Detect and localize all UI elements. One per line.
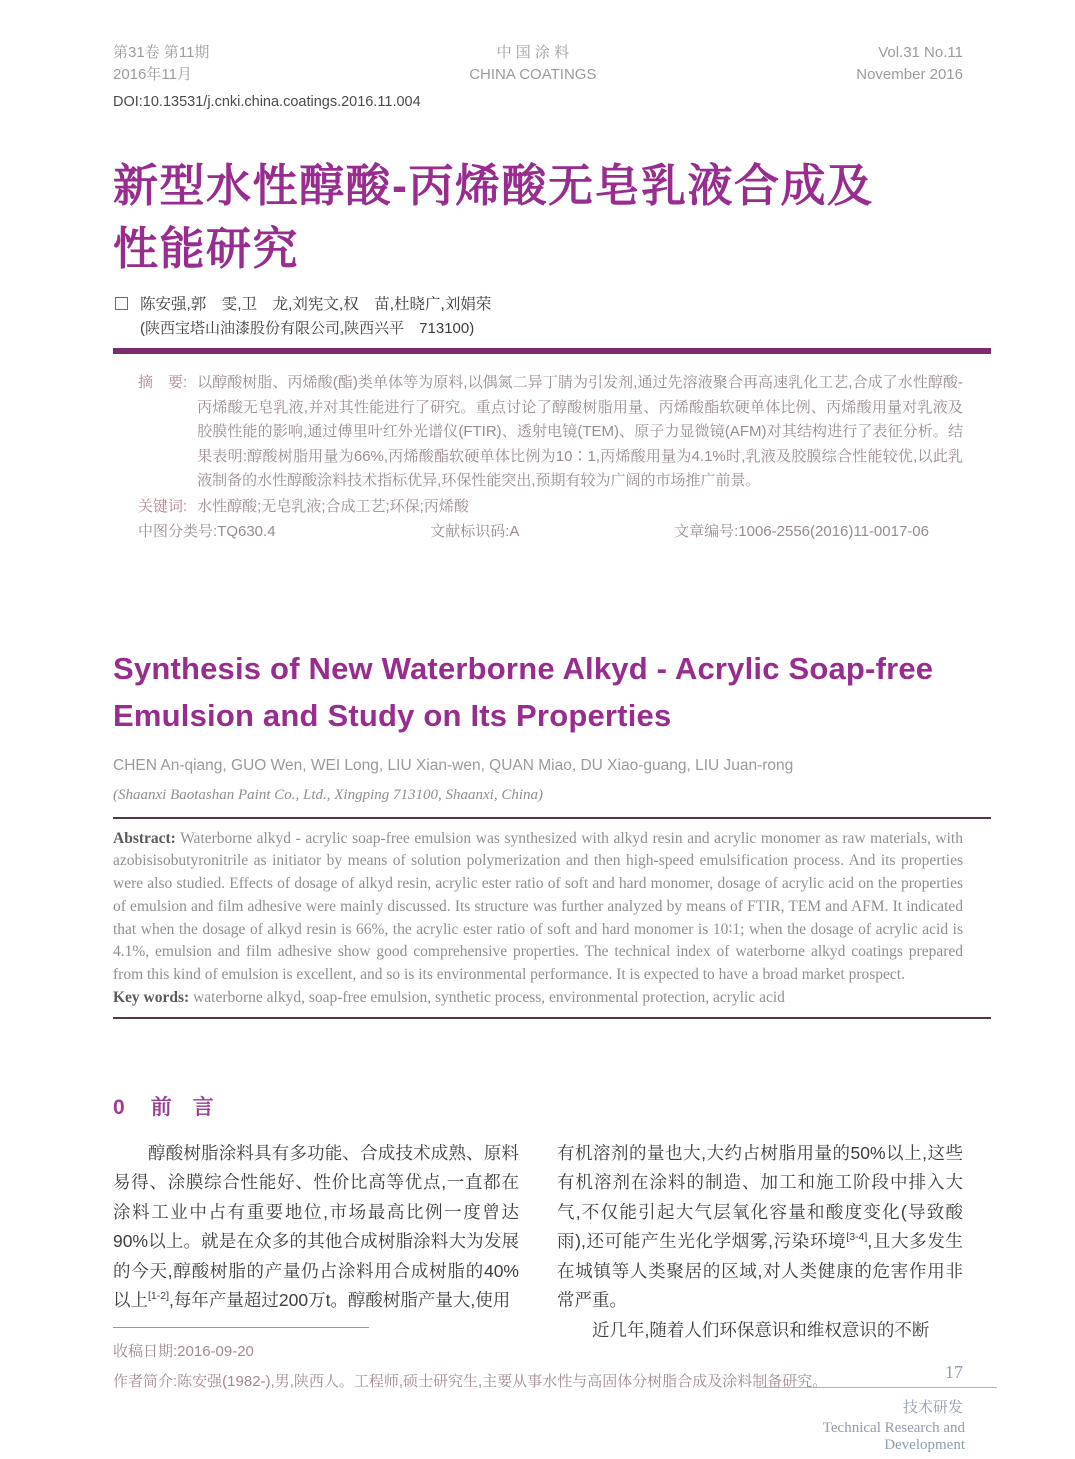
page-footer <box>757 1362 997 1454</box>
intro-left-column <box>113 1139 519 1366</box>
received-date-line: 收稿日期:2016-09-20 <box>113 1342 254 1360</box>
article-id: 文章编号:1006-2556(2016)11-0017-06 <box>674 523 929 540</box>
header-center <box>469 42 596 86</box>
intro-right-paragraph1 <box>557 1139 963 1316</box>
article-title-en <box>113 645 963 739</box>
citation-3-4: [3-4] <box>846 1231 868 1244</box>
intro-left-paragraph <box>113 1139 519 1316</box>
clc-number: 中图分类号:TQ630.4 <box>138 523 276 540</box>
volume-issue-en: Vol.31 No.11 <box>878 44 963 61</box>
section-title: 前 言 <box>150 1095 214 1119</box>
journal-name-en: CHINA COATINGS <box>469 66 597 83</box>
abstract-cn-block <box>138 371 963 545</box>
article-title-en-line2: Emulsion and Study on Its Properties <box>113 697 672 733</box>
abstract-cn-label: 摘 要: <box>138 374 188 391</box>
document-code: 文献标识码:A <box>430 523 520 540</box>
author-bio-line: 作者简介:陈安强(1982-),男,陕西人。工程师,硕士研究生,主要从事水性与高固体分树脂合成及涂料制备研究。 <box>113 1373 828 1391</box>
article-title-en-line1: Synthesis of New Waterborne Alkyd - Acrylic Soap-free <box>113 650 934 686</box>
journal-header <box>113 42 963 86</box>
doi-line: DOI:10.13531/j.cnki.china.coatings.2016.11.004 <box>113 94 421 110</box>
abstract-cn-text: 以醇酸树脂、丙烯酸(酯)类单体等为原料,以偶氮二异丁腈为引发剂,通过先溶液聚合再高速乳化工艺,合成了水性醇酸-丙烯酸无皂乳液,并对其性能进行了研究。重点讨论了醇酸树脂用量、丙烯酸酯软硬单体比例、丙烯酸用量对乳液及胶膜性能的影响,通过傅里叶红外光谱仪(FTIR)、透射电镜(TEM)、原子力显微镜(AFM)对其结构进行了表征分析。结果表明:醇酸树脂用量为66%,丙烯酸酯软硬单体比例为10∶1,丙烯酸用量为4.1%时,乳液及胶膜综合性能较优,以此乳液制备的水性醇酸涂料技术指标优异,环保性能突出,预期有较为广阔的市场推广前景。 <box>197 374 963 489</box>
abstract-en-paragraph <box>113 828 963 988</box>
keywords-en: waterborne alkyd, soap-free emulsion, synthetic process, environmental protection, acrylic acid <box>189 989 785 1007</box>
section-number: 0 <box>113 1095 125 1119</box>
citation-1-2: [1-2] <box>148 1290 170 1303</box>
header-right <box>856 42 963 86</box>
intro-left-seg2: ,每年产量超过200万t。醇酸树脂产量大,使用 <box>169 1290 511 1311</box>
abstract-cn-row <box>138 371 963 494</box>
article-title-cn-line1: 新型水性醇酸-丙烯酸无皂乳液合成及 <box>113 160 874 211</box>
article-title-cn <box>113 154 963 280</box>
abstract-en-top-rule <box>113 817 991 819</box>
abstract-en-bottom-rule <box>113 1017 991 1019</box>
keywords-en-label: Key words: <box>113 989 190 1007</box>
intro-right-paragraph2: 近几年,随着人们环保意识和维权意识的不断 <box>592 1319 930 1340</box>
article-title-cn-line2: 性能研究 <box>113 223 300 274</box>
page-number: 17 <box>945 1362 963 1382</box>
column-name-cn: 技术研发 <box>902 1399 963 1416</box>
date-cn: 2016年11月 <box>113 66 192 83</box>
authors-cn-row <box>113 294 963 315</box>
header-left <box>113 42 209 86</box>
page-footer-rule <box>757 1387 997 1388</box>
column-name-en: Technical Research and Development <box>822 1420 965 1453</box>
intro-left-seg1: 醇酸树脂涂料具有多功能、合成技术成熟、原料易得、涂膜综合性能好、性价比高等优点,一直都在涂料工业中占有重要地位,市场最高比例一度曾达90%以上。就是在众多的其他合成树脂涂料大为发展的今天,醇酸树脂的产量仍占涂料用合成树脂的40%以上 <box>113 1142 519 1311</box>
intro-right-seg2: ,且大多发生在城镇等人类聚居的区域,对人类健康的危害作用非常严重。 <box>557 1231 963 1311</box>
keywords-cn: 水性醇酸;无皂乳液;合成工艺;环保;丙烯酸 <box>197 497 469 515</box>
keywords-cn-label: 关键词: <box>138 497 188 515</box>
date-en: November 2016 <box>856 66 963 83</box>
footnote-separator-rule <box>113 1327 369 1328</box>
affiliation-en: (Shaanxi Baotashan Paint Co., Ltd., Xingping 713100, Shaanxi, China) <box>113 786 543 803</box>
intro-right-seg1: 有机溶剂的量也大,大约占树脂用量的50%以上,这些有机溶剂在涂料的制造、加工和施工阶段中排入大气,不仅能引起大气层氧化容量和酸度变化(导致酸雨),还可能产生光化学烟雾,污染环境 <box>557 1142 963 1252</box>
classification-row <box>138 520 963 545</box>
author-marker-square-icon <box>115 297 128 310</box>
intro-columns <box>113 1139 963 1366</box>
authors-cn: 陈安强,郭 雯,卫 龙,刘宪文,权 苗,杜晓广,刘娟荣 <box>140 296 492 313</box>
abstract-en-text: Waterborne alkyd - acrylic soap-free emulsion was synthesized with alkyd resin and acrylic monomer as raw materials, with azobisisobutyronitrile as initiator by means of solution polymerization and then high-speed emulsification process. And its properties were also studied. Effects of dosage of alkyd resin, acrylic ester ratio of soft and hard monomer, dosage of acrylic acid on the properties of emulsion and film adhesive were mainly discussed. Its structure was further analyzed by means of FTIR, TEM and AFM. It indicated that when the dosage of alkyd resin is 66%, the acrylic ester ratio of soft and hard monomer is 10∶1; when the dosage of acrylic acid is 4.1%, emulsion and film adhesive show good comprehensive properties. The technical index of waterborne alkyd coatings prepared from this kind of emulsion is excellent, and so is its environmental performance. It is expected to have a broad market prospect. <box>113 829 963 984</box>
authors-en: CHEN An-qiang, GUO Wen, WEI Long, LIU Xian-wen, QUAN Miao, DU Xiao-guang, LIU Juan-rong <box>113 756 794 774</box>
journal-name-cn: 中 国 涂 料 <box>496 44 570 61</box>
title-separator-bar <box>113 348 991 354</box>
section-heading-intro <box>113 1091 963 1121</box>
affiliation-cn: (陕西宝塔山油漆股份有限公司,陕西兴平 713100) <box>140 320 475 337</box>
volume-issue-cn: 第31卷 第11期 <box>113 44 210 61</box>
keywords-en-row <box>113 987 963 1010</box>
abstract-en-block <box>113 828 963 1010</box>
abstract-en-label: Abstract: <box>113 829 176 847</box>
keywords-cn-row <box>138 495 963 520</box>
intro-right-column <box>557 1139 963 1366</box>
